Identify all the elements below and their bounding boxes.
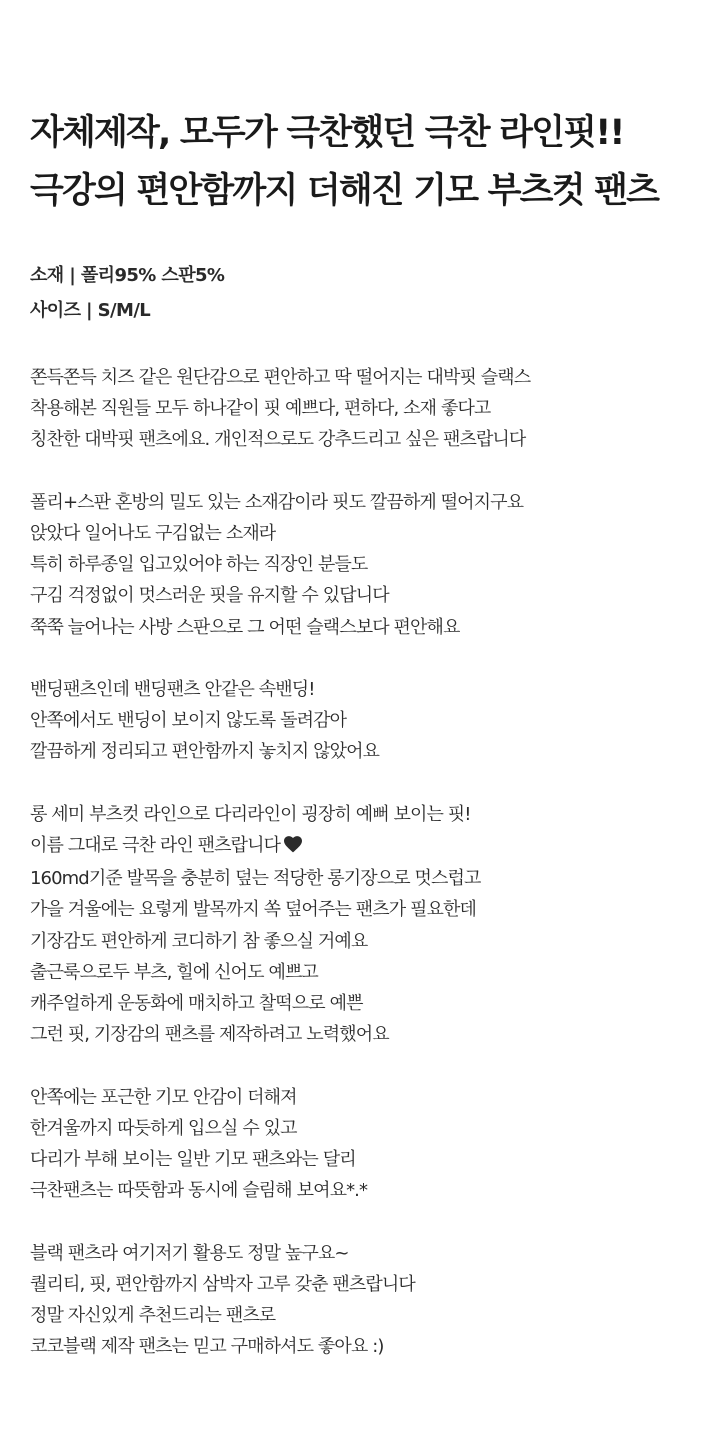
text-line-with-heart: [30, 830, 710, 863]
headline-line-2: 극강의 편안함까지 더해진 기모 부츠컷 팬츠: [30, 171, 659, 211]
text-line: 안쪽에는 포근한 기모 안감이 더해져: [30, 1086, 297, 1108]
text-line: 블랙 팬츠라 여기저기 활용도 정말 높구요~: [30, 1242, 349, 1264]
text-line-content: 이름 그대로 극찬 라인 팬츠랍니다: [30, 835, 281, 856]
text-line: 퀄리티, 핏, 편안함까지 삼박자 고루 갖춘 팬츠랍니다: [30, 1273, 415, 1295]
material-spec: 소재 | 폴리95% 스판5%: [30, 265, 225, 286]
text-line: 그런 핏, 기장감의 팬츠를 제작하려고 노력했어요: [30, 1024, 389, 1046]
text-line: 앉았다 일어나도 구김없는 소재라: [30, 523, 276, 544]
headline-line-1: 자체제작, 모두가 극찬했던 극찬 라인핏!!: [30, 113, 624, 153]
text-line: 기장감도 편안하게 코디하기 참 좋으실 거예요: [30, 930, 368, 952]
paragraph-banding: [30, 674, 710, 768]
paragraph-fabric-feel: [30, 362, 710, 456]
text-line: 칭찬한 대박핏 팬츠에요. 개인적으로도 강추드리고 싶은 팬츠랍니다: [30, 429, 526, 451]
text-line: 한겨울까지 따듯하게 입으실 수 있고: [30, 1117, 297, 1139]
paragraph-lining: [30, 1082, 710, 1207]
text-line: 착용해본 직원들 모두 하나같이 핏 예쁘다, 편하다, 소재 좋다고: [30, 398, 491, 420]
text-line: 출근룩으로두 부츠, 힐에 신어도 예쁘고: [30, 961, 318, 983]
text-line: 정말 자신있게 추천드리는 팬츠로: [30, 1305, 276, 1327]
paragraph-material: [30, 487, 710, 643]
text-line: 폴리+스판 혼방의 밀도 있는 소재감이라 핏도 깔끔하게 떨어지구요: [30, 491, 524, 513]
size-spec: 사이즈 | S/M/L: [30, 300, 151, 321]
text-line: 밴딩팬츠인데 밴딩팬츠 안같은 속밴딩!: [30, 679, 315, 700]
product-specs: [30, 258, 224, 328]
description-body: [30, 362, 710, 1394]
text-line: 특히 하루종일 입고있어야 하는 직장인 분들도: [30, 554, 368, 576]
text-line: 깔끔하게 정리되고 편안함까지 놓치지 않았어요: [30, 741, 380, 763]
text-line: 구김 걱정없이 멋스러운 핏을 유지할 수 있답니다: [30, 585, 389, 607]
text-line: 극찬팬츠는 따뜻함과 동시에 슬림해 보여요*.*: [30, 1180, 368, 1202]
text-line: 다리가 부해 보이는 일반 기모 팬츠와는 달리: [30, 1149, 356, 1171]
heart-icon: [283, 832, 303, 863]
text-line: 가을 겨울에는 요렇게 발목까지 쏙 덮어주는 팬츠가 필요한데: [30, 899, 476, 921]
text-line: 쭉쭉 늘어나는 사방 스판으로 그 어떤 슬랙스보다 편안해요: [30, 616, 460, 638]
text-line: 쫀득쫀득 치즈 같은 원단감으로 편안하고 딱 떨어지는 대박핏 슬랙스: [30, 367, 531, 388]
text-line: 안쪽에서도 밴딩이 보이지 않도록 돌려감아: [30, 710, 347, 732]
text-line: 코코블랙 제작 팬츠는 믿고 구매하셔도 좋아요 :): [30, 1336, 384, 1358]
text-line: 160md기준 발목을 충분히 덮는 적당한 롱기장으로 멋스럽고: [30, 868, 481, 890]
paragraph-closing: [30, 1238, 710, 1363]
text-line: 롱 세미 부츠컷 라인으로 다리라인이 굉장히 예뻐 보이는 핏!: [30, 803, 471, 825]
text-line: 캐주얼하게 운동화에 매치하고 찰떡으로 예쁜: [30, 993, 363, 1015]
headline: [30, 104, 720, 220]
paragraph-fit: [30, 799, 710, 1051]
